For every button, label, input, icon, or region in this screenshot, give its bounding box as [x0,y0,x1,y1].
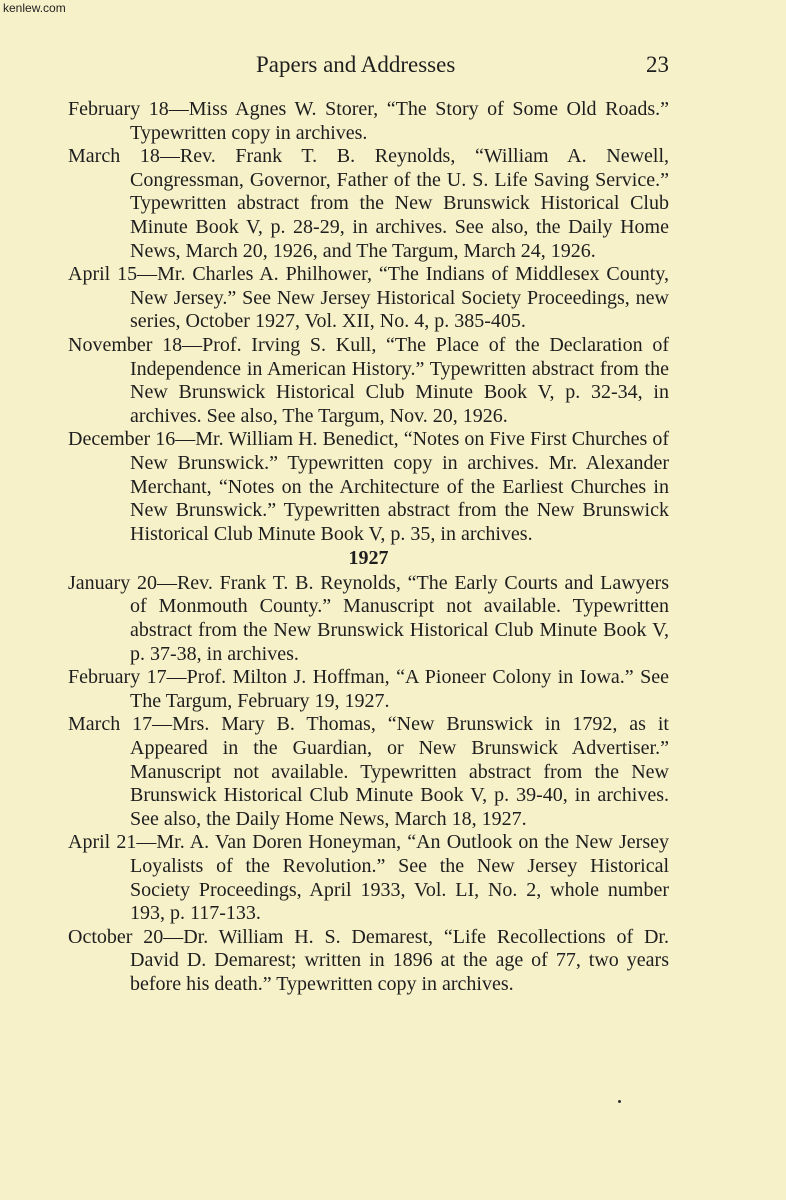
list-item: February 17—Prof. Milton J. Hoffman, “A Pioneer Colony in Iowa.” See The Targum, February 19, 1927. [68,666,669,712]
list-item: April 15—Mr. Charles A. Philhower, “The Indians of Middlesex County, New Jersey.” See New Jersey Historical Society Proceedings, new series, October 1927, Vol. XII, No. 4, p. 385-405. [68,263,669,333]
watermark: kenlew.com [3,1,66,15]
stray-mark [618,1100,621,1103]
page-body [68,98,669,997]
list-item: October 20—Dr. William H. S. Demarest, “Life Recollections of Dr. David D. Demarest; written in 1896 at the age of 77, two years before his death.” Typewritten copy in archives. [68,925,669,995]
year-heading: 1927 [348,547,389,570]
page-header [68,52,669,82]
list-item: January 20—Rev. Frank T. B. Reynolds, “The Early Courts and Lawyers of Monmouth County.” Manuscript not available. Typewritten abstract from the New Brunswick Historical Club Minute Book V, p. 37-38, in archives. [68,571,669,665]
running-title: Papers and Addresses [256,52,456,77]
list-item: December 16—Mr. William H. Benedict, “Notes on Five First Churches of New Brunswick.” Typewritten copy in archives. Mr. Alexander Merchant, “Notes on the Architecture of the Earliest Churches in New Brunswick.” Typewritten abstract from the New Brunswick Historical Club Minute Book V, p. 35, in archives. [68,428,669,545]
list-item: November 18—Prof. Irving S. Kull, “The Place of the Declaration of Independence in American History.” Typewritten abstract from the New Brunswick Historical Club Minute Book V, p. 32-34, in archives. See also, The Targum, Nov. 20, 1926. [68,333,669,427]
list-item: March 17—Mrs. Mary B. Thomas, “New Brunswick in 1792, as it Appeared in the Guardian, or New Brunswick Advertiser.” Manuscript not available. Typewritten abstract from the New Brunswick Historical Club Minute Book V, p. 39-40, in archives. See also, the Daily Home News, March 18, 1927. [68,713,669,830]
list-item: March 18—Rev. Frank T. B. Reynolds, “William A. Newell, Congressman, Governor, Father of the U. S. Life Saving Service.” Typewritten abstract from the New Brunswick Historical Club Minute Book V, p. 28-29, in archives. See also, the Daily Home News, March 20, 1926, and The Targum, March 24, 1926. [68,145,669,262]
list-item: February 18—Miss Agnes W. Storer, “The Story of Some Old Roads.” Typewritten copy in archives. [68,98,669,144]
page-number: 23 [646,52,669,77]
list-item: April 21—Mr. A. Van Doren Honeyman, “An Outlook on the New Jersey Loyalists of the Revolution.” See the New Jersey Historical Society Proceedings, April 1933, Vol. LI, No. 2, whole number 193, p. 117-133. [68,831,669,925]
